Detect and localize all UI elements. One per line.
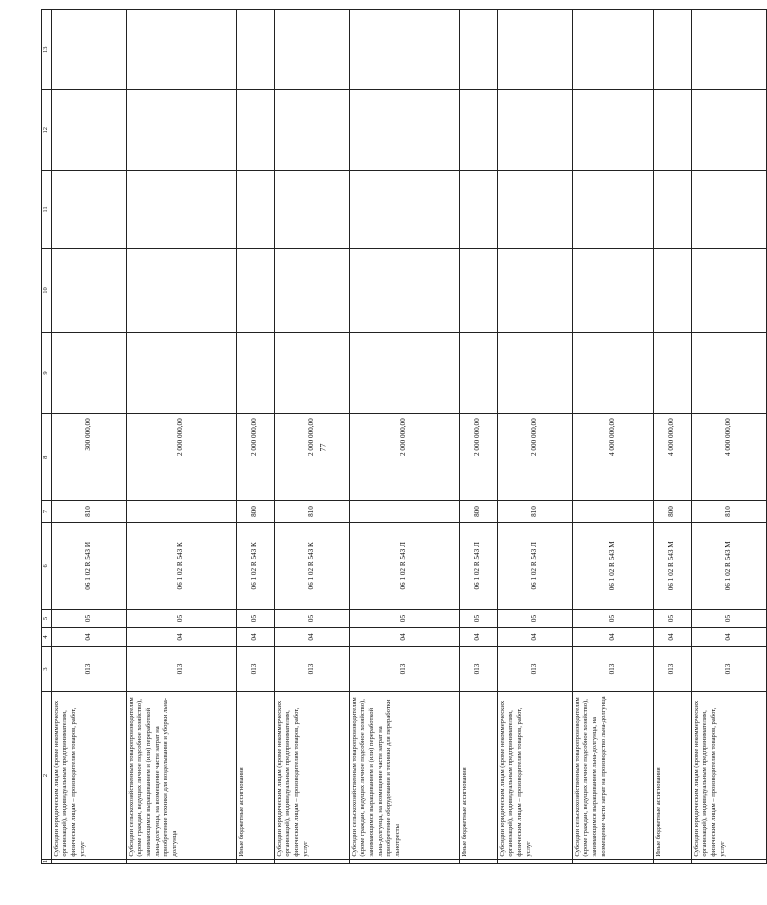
row-target-article-cell: 06 1 02 R 543 М	[572, 522, 653, 609]
row-expense-type-cell: 800	[459, 501, 497, 523]
row-number-cell	[497, 859, 572, 863]
row-empty-cell	[459, 170, 497, 248]
col-header: 4	[42, 628, 52, 646]
row-subsection-cell: 05	[236, 609, 274, 627]
table-row	[51, 10, 126, 864]
row-empty-cell	[236, 249, 274, 333]
row-number-cell	[349, 859, 459, 863]
col-header: 5	[42, 609, 52, 627]
table-row	[572, 10, 653, 864]
row-code-cell: 013	[126, 646, 236, 692]
row-empty-cell	[497, 332, 572, 413]
row-name-cell: Иные бюджетные ассигнования	[653, 692, 691, 859]
row-empty-cell	[691, 332, 766, 413]
row-name-cell: Субсидии юридическим лицам (кроме некоммерческих организаций), индивидуальным предпринимателям, физическим лицам – производителям товаров, работ, услуг	[274, 692, 349, 859]
row-section-cell: 04	[572, 628, 653, 646]
row-subsection-cell: 05	[274, 609, 349, 627]
row-empty-cell	[497, 90, 572, 170]
table-row	[274, 10, 349, 864]
row-empty-cell	[51, 249, 126, 333]
table-row	[691, 10, 766, 864]
row-code-cell: 013	[497, 646, 572, 692]
row-amount-cell: 4 000 000,00	[653, 414, 691, 501]
row-empty-cell	[274, 249, 349, 333]
budget-table	[41, 9, 767, 864]
row-empty-cell	[274, 170, 349, 248]
row-empty-cell	[126, 249, 236, 333]
row-subsection-cell: 05	[691, 609, 766, 627]
row-name-cell: Иные бюджетные ассигнования	[459, 692, 497, 859]
page-number: 77	[318, 443, 328, 452]
row-code-cell: 013	[274, 646, 349, 692]
table-row	[236, 10, 274, 864]
col-header: 3	[42, 646, 52, 692]
row-number-cell	[459, 859, 497, 863]
row-subsection-cell: 05	[653, 609, 691, 627]
row-empty-cell	[691, 90, 766, 170]
row-name-cell: Субсидии юридическим лицам (кроме некоммерческих организаций), индивидуальным предпринимателям, физическим лицам – производителям товаров, работ, услуг	[497, 692, 572, 859]
row-target-article-cell: 06 1 02 R 543 Л	[349, 522, 459, 609]
row-empty-cell	[126, 10, 236, 91]
row-subsection-cell: 05	[572, 609, 653, 627]
row-empty-cell	[572, 332, 653, 413]
col-header: 7	[42, 501, 52, 523]
row-empty-cell	[236, 10, 274, 91]
row-empty-cell	[572, 170, 653, 248]
row-number-cell	[572, 859, 653, 863]
row-expense-type-cell: 810	[274, 501, 349, 523]
row-empty-cell	[459, 332, 497, 413]
row-number-cell	[126, 859, 236, 863]
row-code-cell: 013	[51, 646, 126, 692]
row-empty-cell	[459, 10, 497, 91]
row-expense-type-cell	[349, 501, 459, 523]
row-target-article-cell: 06 1 02 R 543 Л	[497, 522, 572, 609]
row-name-cell: Субсидии юридическим лицам (кроме некоммерческих организаций), индивидуальным предпринимателям, физическим лицам – производителям товаров, работ, услуг	[691, 692, 766, 859]
row-expense-type-cell	[126, 501, 236, 523]
row-empty-cell	[691, 10, 766, 91]
row-empty-cell	[653, 170, 691, 248]
row-amount-cell: 2 000 000,00	[236, 414, 274, 501]
row-empty-cell	[459, 249, 497, 333]
row-expense-type-cell: 800	[236, 501, 274, 523]
row-section-cell: 04	[236, 628, 274, 646]
table-row	[459, 10, 497, 864]
row-empty-cell	[51, 332, 126, 413]
row-section-cell: 04	[691, 628, 766, 646]
col-header: 2	[42, 692, 52, 859]
col-header: 9	[42, 332, 52, 413]
row-empty-cell	[497, 249, 572, 333]
col-header: 11	[42, 170, 52, 248]
row-empty-cell	[236, 170, 274, 248]
row-empty-cell	[51, 90, 126, 170]
table-row	[653, 10, 691, 864]
row-target-article-cell: 06 1 02 R 543 И	[51, 522, 126, 609]
col-header: 13	[42, 10, 52, 91]
row-number-cell	[653, 859, 691, 863]
row-name-cell: Иные бюджетные ассигнования	[236, 692, 274, 859]
row-empty-cell	[572, 90, 653, 170]
row-subsection-cell: 05	[497, 609, 572, 627]
row-target-article-cell: 06 1 02 R 543 К	[236, 522, 274, 609]
row-section-cell: 04	[653, 628, 691, 646]
row-empty-cell	[126, 90, 236, 170]
row-number-cell	[691, 859, 766, 863]
row-empty-cell	[51, 10, 126, 91]
row-amount-cell: 2 000 000,00	[126, 414, 236, 501]
row-empty-cell	[497, 170, 572, 248]
row-amount-cell: 2 000 000,00	[497, 414, 572, 501]
row-expense-type-cell: 800	[653, 501, 691, 523]
row-code-cell: 013	[349, 646, 459, 692]
row-empty-cell	[126, 170, 236, 248]
row-section-cell: 04	[349, 628, 459, 646]
row-amount-cell: 4 000 000,00	[691, 414, 766, 501]
row-target-article-cell: 06 1 02 R 543 К	[274, 522, 349, 609]
row-empty-cell	[236, 90, 274, 170]
row-amount-cell: 2 000 000,00	[459, 414, 497, 501]
header-row	[42, 10, 52, 864]
row-expense-type-cell	[572, 501, 653, 523]
table-row	[349, 10, 459, 864]
col-header: 1	[42, 859, 52, 863]
row-section-cell: 04	[51, 628, 126, 646]
row-code-cell: 013	[653, 646, 691, 692]
row-section-cell: 04	[497, 628, 572, 646]
col-header: 6	[42, 522, 52, 609]
row-empty-cell	[572, 249, 653, 333]
col-header: 8	[42, 414, 52, 501]
row-amount-cell: 4 000 000,00	[572, 414, 653, 501]
table-row	[126, 10, 236, 864]
row-code-cell: 013	[572, 646, 653, 692]
row-empty-cell	[126, 332, 236, 413]
row-empty-cell	[691, 249, 766, 333]
row-subsection-cell: 05	[126, 609, 236, 627]
row-empty-cell	[653, 10, 691, 91]
row-section-cell: 04	[274, 628, 349, 646]
row-code-cell: 013	[691, 646, 766, 692]
col-header: 10	[42, 249, 52, 333]
row-empty-cell	[349, 249, 459, 333]
row-expense-type-cell: 810	[497, 501, 572, 523]
row-empty-cell	[653, 249, 691, 333]
row-target-article-cell: 06 1 02 R 543 К	[126, 522, 236, 609]
row-empty-cell	[691, 170, 766, 248]
row-number-cell	[274, 859, 349, 863]
row-section-cell: 04	[459, 628, 497, 646]
row-name-cell: Субсидии сельскохозяйственным товаропроизводителям (кроме граждан, ведущих личное подсобное хозяйство), занимающимся выращиванием льна-долгунца, на возмещение части затрат на производство льна-долгунца	[572, 692, 653, 859]
row-target-article-cell: 06 1 02 R 543 М	[653, 522, 691, 609]
row-empty-cell	[349, 90, 459, 170]
row-number-cell	[236, 859, 274, 863]
row-code-cell: 013	[459, 646, 497, 692]
row-empty-cell	[497, 10, 572, 91]
table-row	[497, 10, 572, 864]
row-number-cell	[51, 859, 126, 863]
row-empty-cell	[572, 10, 653, 91]
row-subsection-cell: 05	[349, 609, 459, 627]
row-empty-cell	[349, 332, 459, 413]
row-code-cell: 013	[236, 646, 274, 692]
row-empty-cell	[274, 332, 349, 413]
row-amount-cell: 2 000 000,00	[349, 414, 459, 501]
col-header: 12	[42, 90, 52, 170]
row-section-cell: 04	[126, 628, 236, 646]
row-empty-cell	[274, 10, 349, 91]
row-target-article-cell: 06 1 02 R 543 Л	[459, 522, 497, 609]
row-empty-cell	[459, 90, 497, 170]
row-amount-cell: 2 000 000,00	[274, 414, 349, 501]
row-expense-type-cell: 810	[691, 501, 766, 523]
row-amount-cell: 300 000,00	[51, 414, 126, 501]
row-name-cell: Субсидии сельскохозяйственным товаропроизводителям (кроме граждан, ведущих личное подсобное хозяйство), занимающимся выращиванием и (или) переработкой льна-долгунца, на возмещение части затрат на приобретение оборудования и техники для переработки льнотресты	[349, 692, 459, 859]
row-empty-cell	[236, 332, 274, 413]
row-target-article-cell: 06 1 02 R 543 М	[691, 522, 766, 609]
row-empty-cell	[349, 10, 459, 91]
row-subsection-cell: 05	[51, 609, 126, 627]
row-empty-cell	[653, 332, 691, 413]
row-empty-cell	[51, 170, 126, 248]
row-name-cell: Субсидии сельскохозяйственным товаропроизводителям (кроме граждан, ведущих личное подсобное хозяйство), занимающимся выращиванием и (или) переработкой льна-долгунца, на возмещение части затрат на приобретение техники для возделывания и уборки льна-долгунца	[126, 692, 236, 859]
row-empty-cell	[653, 90, 691, 170]
row-empty-cell	[274, 90, 349, 170]
row-empty-cell	[349, 170, 459, 248]
row-name-cell: Субсидии юридическим лицам (кроме некоммерческих организаций), индивидуальным предпринимателям, физическим лицам – производителям товаров, работ, услуг	[51, 692, 126, 859]
row-subsection-cell: 05	[459, 609, 497, 627]
row-expense-type-cell: 810	[51, 501, 126, 523]
